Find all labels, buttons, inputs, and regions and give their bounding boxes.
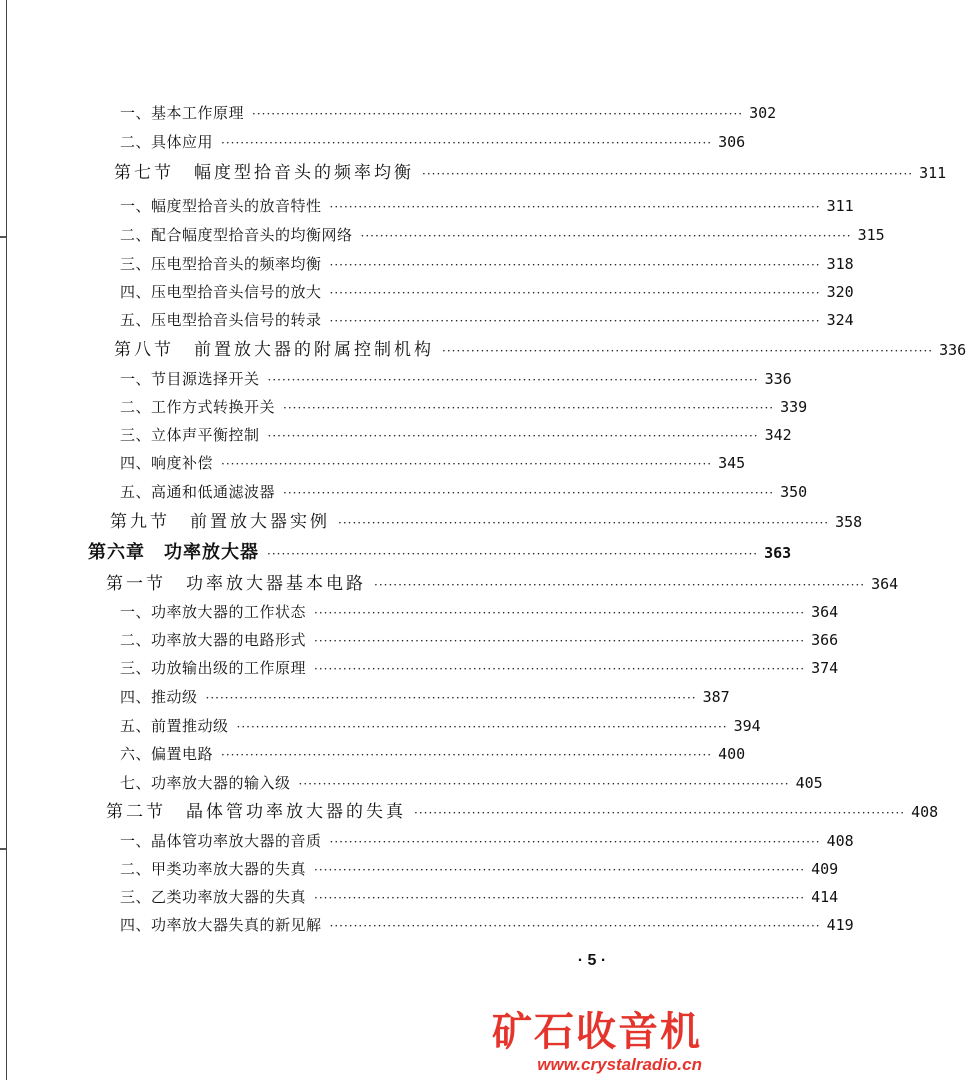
toc-leader-dots: ······································································································: [442, 344, 934, 358]
toc-page-number: 318: [826, 255, 854, 273]
toc-leader-dots: ······································································································: [205, 691, 697, 705]
toc-entry-title: 一、晶体管功率放大器的音质: [120, 832, 322, 850]
toc-entry-title: 五、前置推动级: [120, 717, 229, 735]
toc-entry-title: 第八节 前置放大器的附属控制机构: [114, 340, 434, 360]
toc-entry[interactable]: [106, 572, 899, 596]
toc-entry-title: 六、偏置电路: [120, 745, 214, 763]
watermark-title: 矿石收音机: [492, 1010, 702, 1054]
toc-entry-title: 三、乙类功率放大器的失真: [120, 888, 307, 906]
toc-leader-dots: ······································································································: [314, 891, 806, 905]
toc-leader-dots: ······································································································: [329, 314, 821, 328]
toc-entry[interactable]: [120, 628, 839, 652]
toc-page-number: 394: [733, 717, 761, 735]
toc-page-number: 405: [795, 774, 823, 792]
toc-page-number: 350: [780, 483, 808, 501]
toc-entry[interactable]: [120, 714, 761, 738]
toc-page-number: 342: [764, 426, 792, 444]
toc-page-number: 336: [939, 341, 966, 359]
toc-entry-title: 三、压电型拾音头的频率均衡: [120, 255, 322, 273]
toc-entry[interactable]: [120, 308, 854, 332]
toc-entry-title: 三、立体声平衡控制: [120, 426, 260, 444]
toc-entry-title: 第一节 功率放大器基本电路: [106, 574, 366, 594]
toc-entry[interactable]: [110, 510, 863, 534]
toc-entry[interactable]: [120, 252, 854, 276]
toc-leader-dots: ······································································································: [298, 777, 790, 791]
toc-page-number: 345: [718, 454, 746, 472]
toc-leader-dots: ······································································································: [314, 863, 806, 877]
toc-entry[interactable]: [120, 771, 823, 795]
toc-entry-title: 第七节 幅度型拾音头的频率均衡: [114, 163, 414, 183]
toc-page-number: 336: [764, 370, 792, 388]
toc-page-number: 366: [811, 631, 839, 649]
toc-entry-title: 四、推动级: [120, 688, 198, 706]
toc-page-number: 324: [826, 311, 854, 329]
toc-leader-dots: ······································································································: [314, 606, 806, 620]
toc-entry[interactable]: [120, 829, 854, 853]
toc-leader-dots: ······································································································: [267, 547, 759, 561]
toc-leader-dots: ······································································································: [221, 457, 713, 471]
toc-leader-dots: ······································································································: [414, 806, 906, 820]
toc-entry[interactable]: [120, 367, 792, 391]
toc-entry-title: 一、节目源选择开关: [120, 370, 260, 388]
watermark: [492, 1010, 702, 1076]
toc-leader-dots: ······································································································: [314, 662, 806, 676]
toc-entry-title: 四、压电型拾音头信号的放大: [120, 283, 322, 301]
toc-page-number: 320: [826, 283, 854, 301]
toc-leader-dots: ······································································································: [360, 229, 852, 243]
toc-entry-title: 二、功率放大器的电路形式: [120, 631, 307, 649]
toc-entry[interactable]: [120, 395, 808, 419]
toc-entry-title: 第二节 晶体管功率放大器的失真: [106, 802, 406, 822]
toc-leader-dots: ······································································································: [338, 516, 830, 530]
toc-page-number: 311: [826, 197, 854, 215]
toc-entry-title: 二、具体应用: [120, 133, 214, 151]
toc-chapter-entry[interactable]: [88, 541, 792, 565]
toc-leader-dots: ······································································································: [374, 578, 866, 592]
toc-page-number: 363: [764, 544, 792, 562]
toc-entry-title: 四、响度补偿: [120, 454, 214, 472]
toc-entry[interactable]: [120, 480, 808, 504]
toc-entry[interactable]: [120, 656, 839, 680]
toc-leader-dots: ······································································································: [252, 107, 744, 121]
toc-page-number: 374: [811, 659, 839, 677]
toc-entry[interactable]: [120, 913, 854, 937]
toc-page-number: 408: [826, 832, 854, 850]
toc-entry-title: 五、高通和低通滤波器: [120, 483, 276, 501]
toc-entry-title: 一、基本工作原理: [120, 104, 245, 122]
toc-entry-title: 一、功率放大器的工作状态: [120, 603, 307, 621]
toc-page-number: 306: [718, 133, 746, 151]
toc-leader-dots: ······································································································: [329, 835, 821, 849]
toc-leader-dots: ······································································································: [329, 258, 821, 272]
toc-entry-title: 第九节 前置放大器实例: [110, 512, 330, 532]
toc-entry-title: 五、压电型拾音头信号的转录: [120, 311, 322, 329]
toc-entry[interactable]: [120, 194, 854, 218]
toc-leader-dots: ······································································································: [236, 720, 728, 734]
toc-entry[interactable]: [120, 885, 839, 909]
toc-page-number: 302: [749, 104, 777, 122]
toc-entry[interactable]: [120, 600, 839, 624]
toc-leader-dots: ······································································································: [422, 167, 914, 181]
toc-entry[interactable]: [120, 280, 854, 304]
toc-entry[interactable]: [120, 130, 746, 154]
toc-leader-dots: ······································································································: [267, 429, 759, 443]
toc-entry[interactable]: [114, 161, 947, 185]
toc-entry-title: 三、功放输出级的工作原理: [120, 659, 307, 677]
toc-entry[interactable]: [114, 338, 966, 362]
toc-page-number: 364: [811, 603, 839, 621]
toc-page-number: 408: [911, 803, 939, 821]
toc-entry[interactable]: [120, 451, 746, 475]
watermark-url: www.crystalradio.cn: [537, 1055, 702, 1074]
toc-page-number: 339: [780, 398, 808, 416]
toc-page-number: 400: [718, 745, 746, 763]
toc-entry[interactable]: [120, 223, 885, 247]
toc-entry-title: 二、配合幅度型拾音头的均衡网络: [120, 226, 353, 244]
toc-leader-dots: ······································································································: [221, 748, 713, 762]
toc-leader-dots: ······································································································: [267, 373, 759, 387]
toc-entry[interactable]: [120, 101, 777, 125]
toc-leader-dots: ······································································································: [221, 136, 713, 150]
toc-leader-dots: ······································································································: [329, 286, 821, 300]
toc-leader-dots: ······································································································: [283, 486, 775, 500]
toc-page-number: 364: [871, 575, 899, 593]
toc-entry-title: 二、工作方式转换开关: [120, 398, 276, 416]
toc-entry[interactable]: [120, 423, 792, 447]
page-number: · 5 ·: [577, 952, 607, 969]
toc-leader-dots: ······································································································: [329, 200, 821, 214]
toc-leader-dots: ······································································································: [329, 919, 821, 933]
toc-entry[interactable]: [120, 857, 839, 881]
toc-entry-title: 一、幅度型拾音头的放音特性: [120, 197, 322, 215]
toc-entry-title: 七、功率放大器的输入级: [120, 774, 291, 792]
toc-page-number: 409: [811, 860, 839, 878]
toc-leader-dots: ······································································································: [314, 634, 806, 648]
toc-page-number: 358: [835, 513, 863, 531]
toc-entry-title: 二、甲类功率放大器的失真: [120, 860, 307, 878]
toc-entry[interactable]: [120, 685, 730, 709]
toc-entry[interactable]: [120, 742, 746, 766]
toc-leader-dots: ······································································································: [283, 401, 775, 415]
toc-entry[interactable]: [106, 800, 939, 824]
toc-page-number: 387: [702, 688, 730, 706]
toc-page-number: 419: [826, 916, 854, 934]
toc-page-number: 311: [919, 164, 947, 182]
toc-page-number: 315: [857, 226, 885, 244]
toc-chapter-title: 第六章 功率放大器: [88, 542, 259, 563]
toc-entry-title: 四、功率放大器失真的新见解: [120, 916, 322, 934]
toc-page-number: 414: [811, 888, 839, 906]
